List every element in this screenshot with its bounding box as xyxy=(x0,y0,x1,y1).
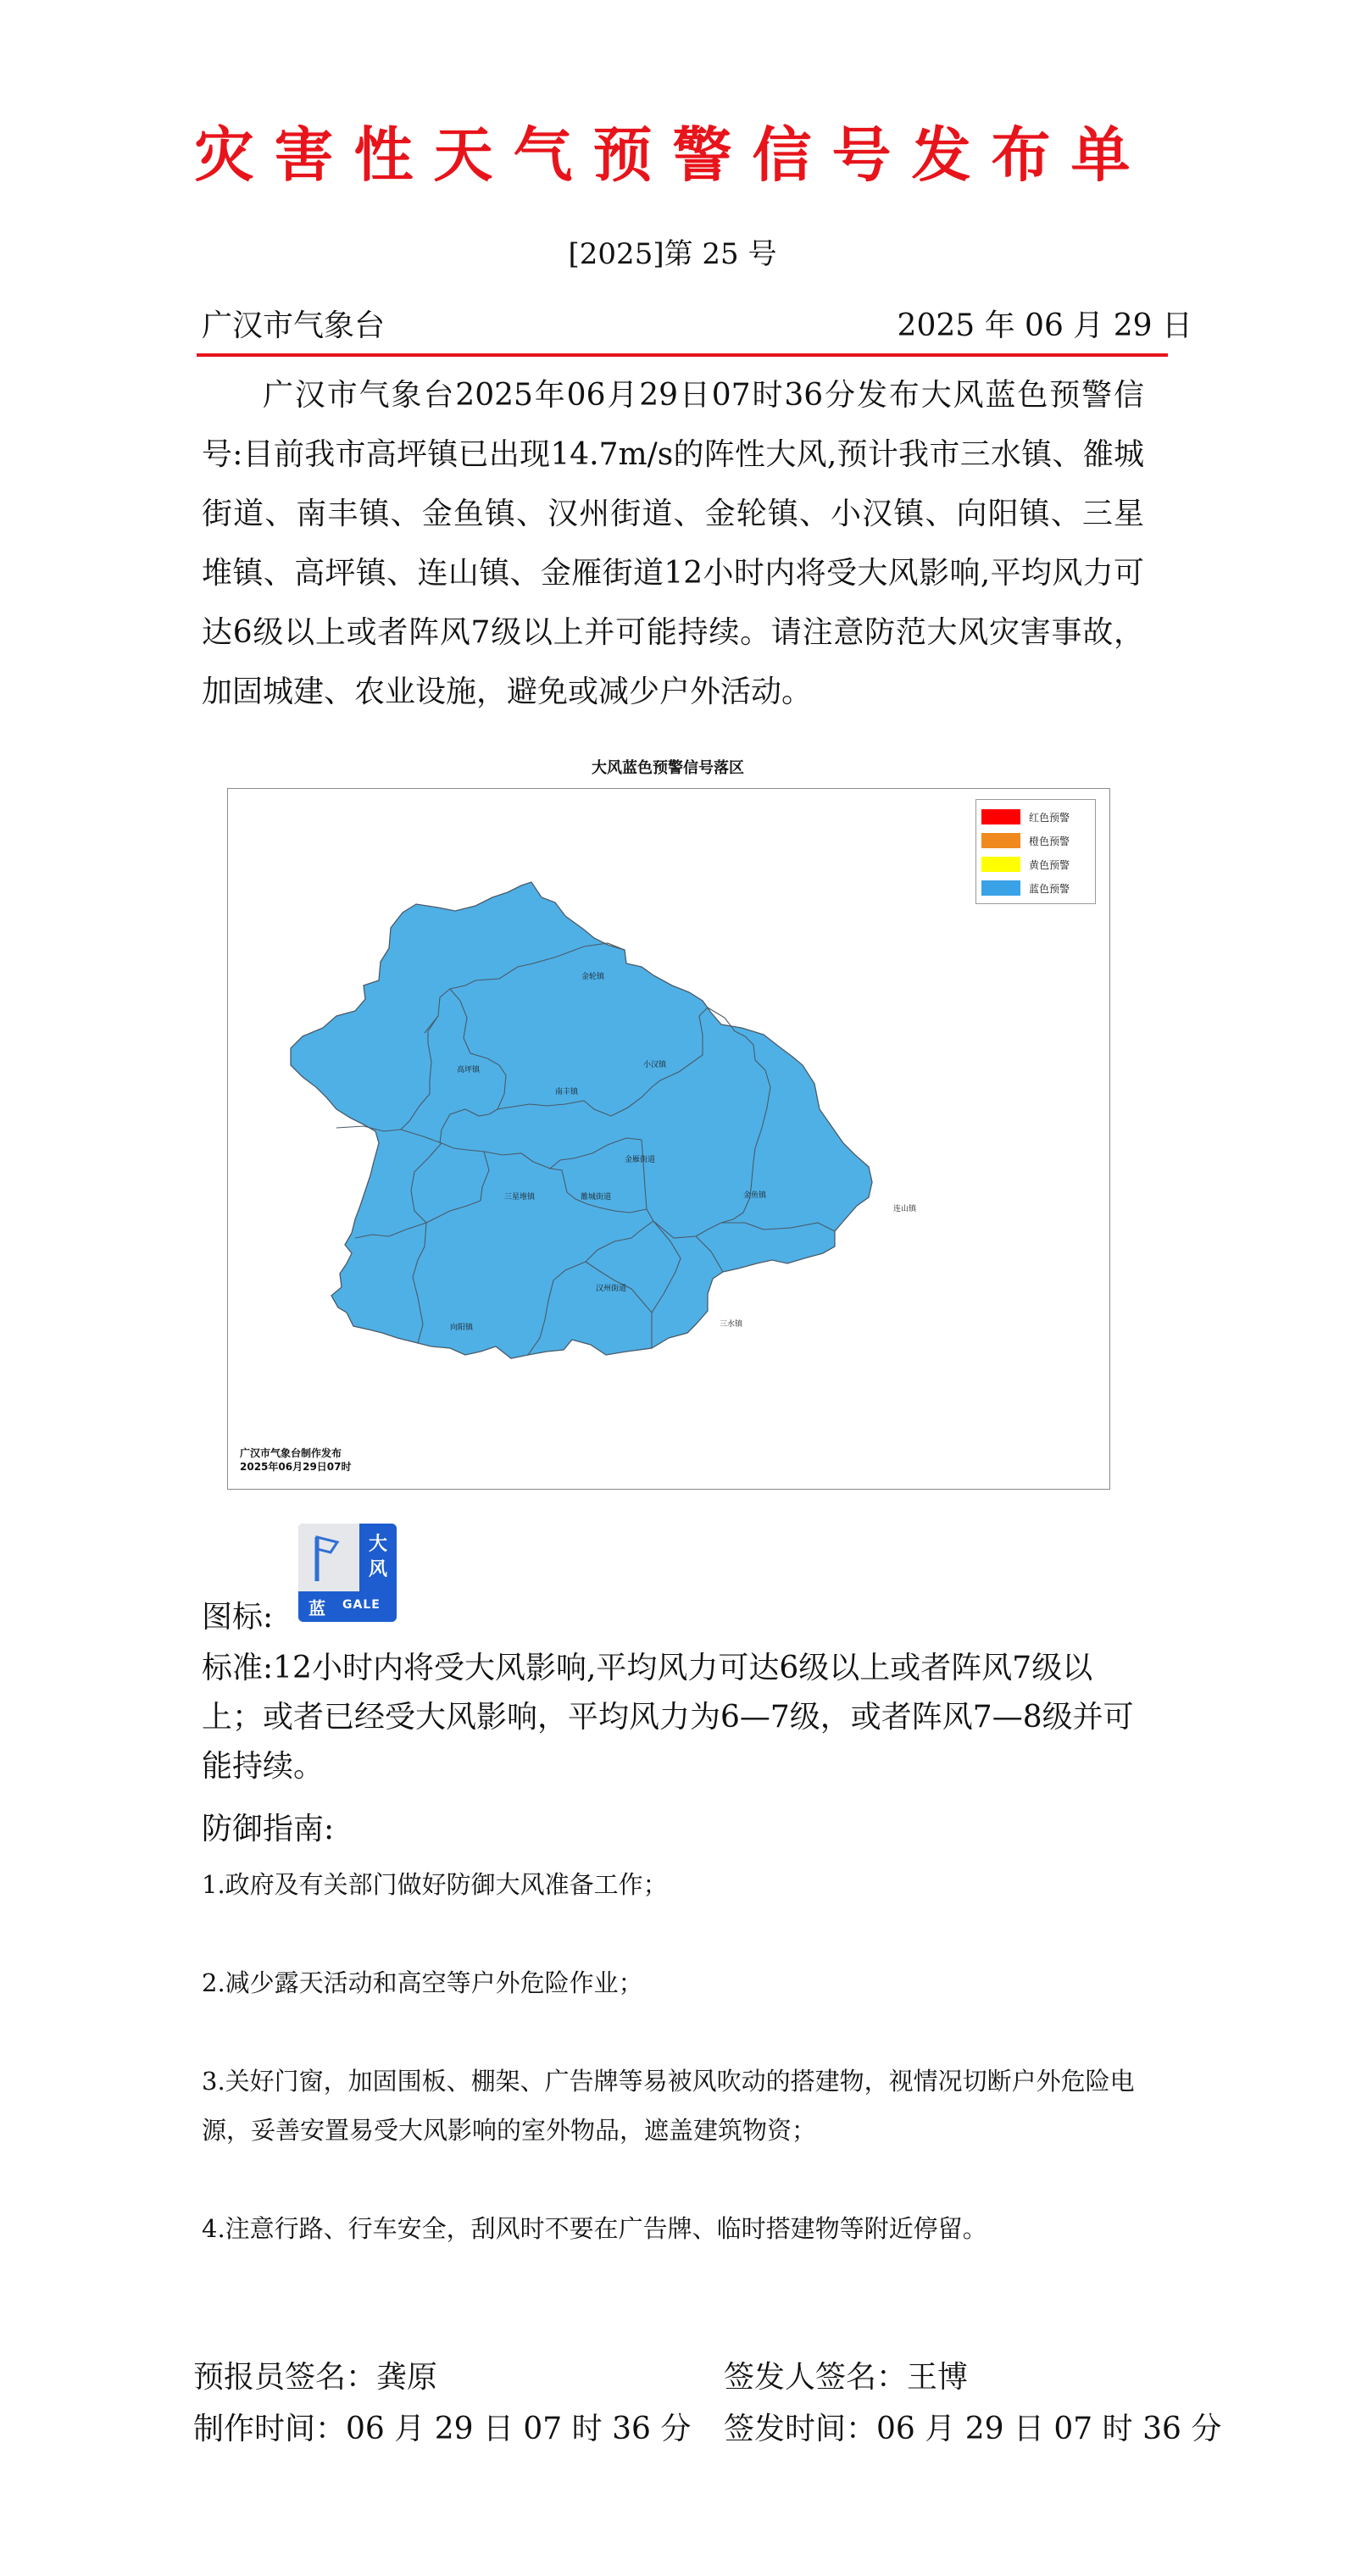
icon-english-text: GALE xyxy=(342,1598,381,1612)
map-credit-line: 2025年06月29日07时 xyxy=(240,1461,352,1473)
region-label: 高坪镇 xyxy=(457,1066,481,1074)
region-label: 汉州街道 xyxy=(596,1285,627,1293)
icon-footer xyxy=(298,1591,397,1622)
warning-standard: 标准:12小时内将受大风影响,平均风力可达6级以上或者阵风7级以上；或者已经受大风影响，平均风力为6—7级，或者阵风7—8级并可能持续。 xyxy=(202,1651,1134,1784)
legend-item-yellow xyxy=(981,852,1090,876)
issue-date: 2025 年 06 月 29 日 xyxy=(897,308,1192,343)
region-label: 南丰镇 xyxy=(555,1088,579,1096)
header-divider xyxy=(197,353,1168,357)
legend-label: 蓝色预警 xyxy=(1029,882,1070,895)
issuing-agency: 广汉市气象台 xyxy=(202,308,386,343)
region-label: 雒城街道 xyxy=(581,1193,612,1202)
legend-item-blue xyxy=(981,876,1090,900)
map-credit xyxy=(240,1446,352,1474)
region-label: 金雁街道 xyxy=(625,1156,656,1164)
icon-char: 风 xyxy=(368,1559,387,1580)
legend-label: 黄色预警 xyxy=(1029,858,1070,871)
issuer-signature: 签发人签名：王博 xyxy=(724,2360,969,2395)
legend-label: 橙色预警 xyxy=(1029,835,1070,847)
guide-item: 1.政府及有关部门做好防御大风准备工作； xyxy=(202,1870,668,1899)
legend-item-red xyxy=(981,805,1090,829)
guide-item: 4.注意行路、行车安全，刮风时不要在广告牌、临时搭建物等附近停留。 xyxy=(202,2214,987,2243)
document-title: 灾害性天气预警信号发布单 xyxy=(194,119,1151,190)
map-credit-line: 广汉市气象台制作发布 xyxy=(240,1447,342,1459)
legend-item-orange xyxy=(981,829,1090,852)
production-time: 制作时间：06 月 29 日 07 时 36 分 xyxy=(193,2412,692,2446)
icon-char: 大 xyxy=(368,1534,387,1555)
region-label: 三星堆镇 xyxy=(504,1193,536,1202)
legend-swatch xyxy=(981,857,1020,872)
map-region-group xyxy=(291,882,872,1358)
icon-level-text: 蓝 xyxy=(308,1598,325,1618)
warning-map xyxy=(227,788,1110,1490)
guide-heading: 防御指南: xyxy=(202,1812,335,1846)
legend-swatch xyxy=(981,809,1020,824)
map-title: 大风蓝色预警信号落区 xyxy=(592,759,744,777)
region-label: 小汉镇 xyxy=(643,1061,667,1069)
region-label: 向阳镇 xyxy=(450,1324,474,1332)
region-label: 三水镇 xyxy=(720,1320,743,1329)
forecaster-signature: 预报员签名：龚原 xyxy=(193,2360,438,2395)
legend-swatch xyxy=(981,880,1020,896)
icon-label: 图标: xyxy=(202,1600,274,1635)
gale-blue-warning-icon xyxy=(298,1524,397,1622)
map-outline xyxy=(291,882,872,1358)
document-number: [2025]第 25 号 xyxy=(568,237,777,271)
region-label: 连山镇 xyxy=(893,1205,917,1213)
region-label: 金鱼镇 xyxy=(743,1191,767,1200)
guide-item: 2.减少露天活动和高空等户外危险作业； xyxy=(202,1968,643,1997)
wind-flag-icon xyxy=(298,1524,359,1591)
guide-item: 3.关好门窗，加固围板、棚架、广告牌等易被风吹动的搭建物，视情况切断户外危险电源，妥善安置易受大风影响的室外物品，遮盖建筑物资； xyxy=(202,2067,1135,2145)
legend-label: 红色预警 xyxy=(1029,811,1070,824)
region-label: 金轮镇 xyxy=(581,973,605,981)
warning-paragraph: 广汉市气象台2025年06月29日07时36分发布大风蓝色预警信号:目前我市高坪镇已出现14.7m/s的阵性大风,预计我市三水镇、雒城街道、南丰镇、金鱼镇、汉州街道、金轮镇、小汉镇、向阳镇、三星堆镇、高坪镇、连山镇、金雁街道12小时内将受大风影响,平均风力可达6级以上或者阵风7级以上并可能持续。请注意防范大风灾害事故，加固城建、农业设施，避免或减少户外活动。 xyxy=(202,378,1144,709)
issue-time: 签发时间：06 月 29 日 07 时 36 分 xyxy=(724,2412,1222,2446)
legend-swatch xyxy=(981,833,1020,848)
flag-icon xyxy=(298,1524,359,1591)
map-legend xyxy=(975,799,1096,904)
icon-chinese-text xyxy=(359,1524,397,1591)
